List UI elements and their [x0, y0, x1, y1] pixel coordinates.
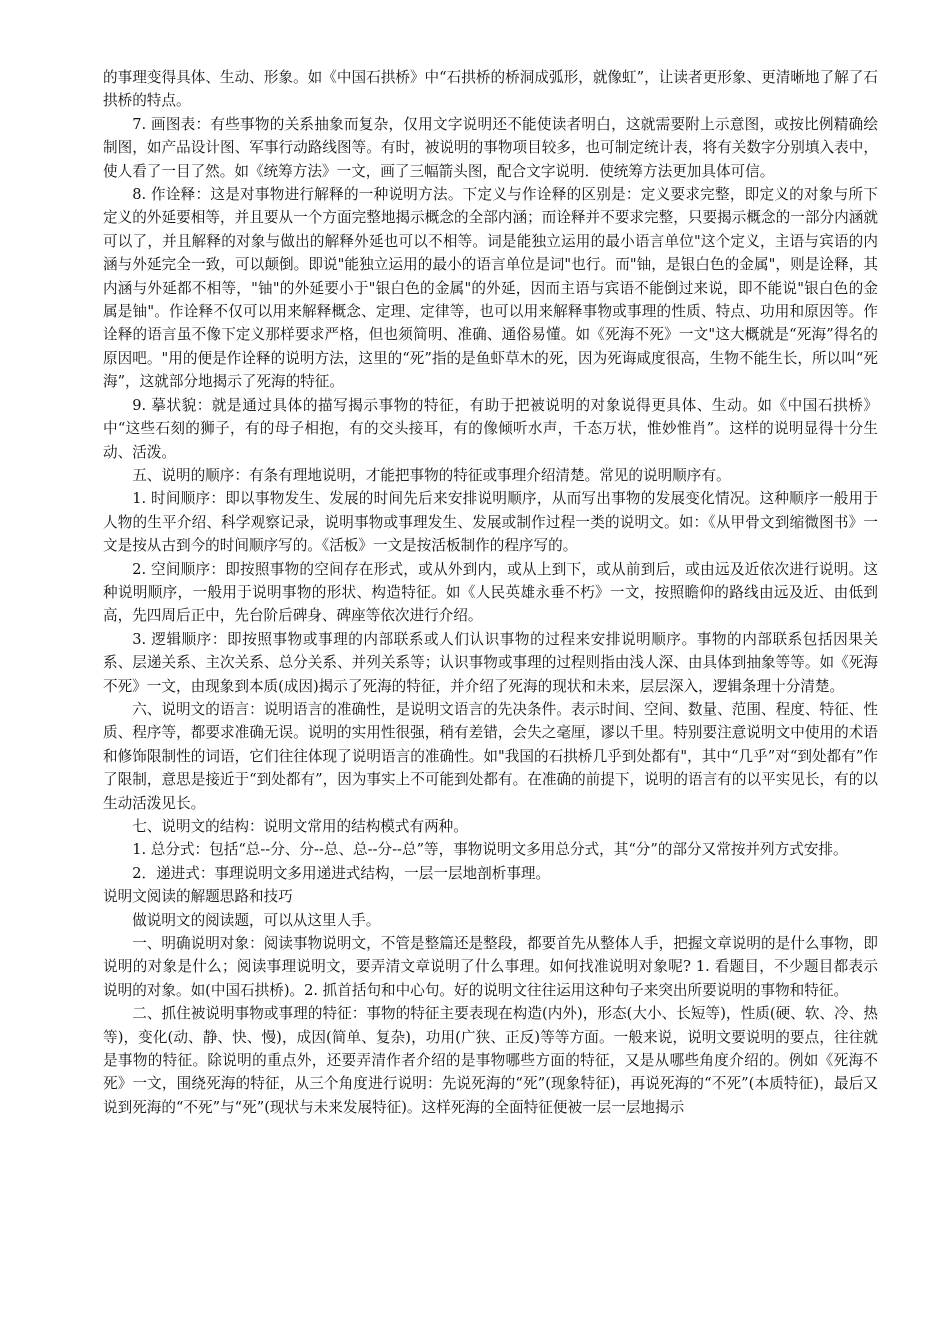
section-heading-order: 五、说明的顺序：有条有理地说明，才能把事物的特征或事理介绍清楚。常见的说明顺序有。 — [132, 466, 731, 484]
paragraph-space-order: 2. 空间顺序：即按照事物的空间存在形式，或从外到内，或从上到下，或从前到后，或由远及近依次进行说明。这种说明顺序，一般用于说明事物的形状、构造特征。如《人民英雄永垂不朽》一文，按照瞻仰的路线由远及近、由低到高，先四周后正中，先台阶后碑身、碑座等依次进行介绍。 — [103, 560, 878, 625]
paragraph-progressive: 2．递进式：事理说明文多用递进式结构，一层一层地剖析事理。 — [132, 864, 551, 882]
paragraph-total-split: 1. 总分式：包括“总--分、分--总、总--分--总”等，事物说明文多用总分式，其“分”的部分又常按并列方式安排。 — [132, 841, 848, 859]
paragraph-language: 六、说明文的语言：说明语言的准确性，是说明文语言的先决条件。表示时间、空间、数量、范围、程度、特征、性质、程序等，都要求准确无误。说明的实用性很强，稍有差错，会失之毫厘，谬以千里。特别要注意说明文中使用的术语和修饰限制性的词语，它们往往体现了说明语言的准确性。如"我国的石拱桥几乎到处都有"，其中“几乎”对“到处都有”作了限制，意思是接近于“到处都有”，因为事实上不可能到处都有。在准确的前提下，说明的语言有的以平实见长，有的以生动活泼见长。 — [103, 700, 878, 812]
paragraph-grasp-features: 二、抓住被说明事物或事理的特征：事物的特征主要表现在构造(内外)，形态(大小、长短等)，性质(硬、软、冷、热等)，变化(动、静、快、慢)，成因(简单、复杂)，功用(广狭、正反)等等方面。一般来说，说明文要说明的要点，往往就是事物的特征。除说明的重点外，还要弄清作者介绍的是事物哪些方面的特征，又是从哪些角度介绍的。例如《死海不死》一文，围绕死海的特征，从三个角度进行说明：先说死海的“死”(现象特征)，再说死海的“不死”(本质特征)，最后又说到死海的“不死”与“死”(现状与未来发展特征)。这样死海的全面特征便被一层一层地揭示 — [103, 1005, 878, 1116]
paragraph-draw-charts: 7. 画图表：有些事物的关系抽象而复杂，仅用文字说明还不能使读者明白，这就需要附上示意图，或按比例精确绘制图，如产品设计图、军事行动路线图等。有时，被说明的事物项目较多，也可制定统计表，将有关数字分别填入表中，使人看了一目了然。如《统筹方法》一文，画了三幅箭头图，配合文字说明．使统筹方法更加具体可信。 — [103, 115, 878, 180]
paragraph-time-order: 1. 时间顺序：即以事物发生、发展的时间先后来安排说明顺序，从而写出事物的发展变化情况。这种顺序一般用于人物的生平介绍、科学观察记录，说明事物或事理发生、发展或制作过程一类的说明文。如：《从甲骨文到缩微图书》一文是按从古到今的时间顺序写的。《活板》一文是按活板制作的程序写的。 — [103, 490, 878, 555]
paragraph-logic-order: 3. 逻辑顺序：即按照事物或事理的内部联系或人们认识事物的过程来安排说明顺序。事物的内部联系包括因果关系、层递关系、主次关系、总分关系、并列关系等；认识事物或事理的过程则指由浅人深、由具体到抽象等等。如《死海不死》一文，由现象到本质(成因)揭示了死海的特征，并介绍了死海的现状和未来，层层深入，逻辑条理十分清楚。 — [103, 630, 878, 695]
paragraph-reading-intro: 做说明文的阅读题，可以从这里人手。 — [132, 911, 381, 929]
paragraph-identify-object: 一、明确说明对象：阅读事物说明文，不管是整篇还是整段，都要首先从整体人手，把握文章说明的是什么事物，即说明的对象是什么；阅读事理说明文，要弄清文章说明了什么事理。如何找准说明对象呢? 1. 看题目，不少题目都表示说明的对象。如(中国石拱桥)。2. 抓首括句和中心句。好的说明文往往运用这种句子来突出所要说明的事物和特征。 — [103, 935, 878, 999]
section-subtitle: 说明文阅读的解题思路和技巧 — [103, 888, 293, 906]
paragraph-intro-continued: 的事理变得具体、生动、形象。如《中国石拱桥》中“石拱桥的桥洞成弧形，就像虹”，让读者更形象、更清晰地了解了石拱桥的特点。 — [103, 69, 878, 110]
document-body — [103, 66, 878, 1119]
paragraph-interpretation: 8. 作诠释：这是对事物进行解释的一种说明方法。下定义与作诠释的区别是：定义要求完整，即定义的对象与所下定义的外延要相等，并且要从一个方面完整地揭示概念的全部内涵；而诠释并不要求完整，只要揭示概念的一部分内涵就可以了，并且解释的对象与做出的解释外延也可以不相等。词是能独立运用的最小语言单位"这个定义，主语与宾语的内涵与外延完全一致，可以颠倒。即说"能独立运用的最小的语言单位是词"也行。而"铀，是银白色的金属"，则是诠释，其内涵与外延都不相等，"铀"的外延要小于"银白色的金属"的外延，因而主语与宾语不能倒过来说，即不能说"银白色的金属是铀"。作诠释不仅可以用来解释概念、定理、定律等，也可以用来解释事物或事理的性质、特点、功用和原因等。作诠释的语言虽不像下定义那样要求严格，但也须简明、准确、通俗易懂。如《死海不死》一文"这大概就是“死海”得名的原因吧。"用的便是作诠释的说明方法，这里的“死”指的是鱼虾草木的死，因为死诲咸度很高，生物不能生长，所以叫“死海”，这就部分地揭示了死海的特征。 — [103, 186, 878, 391]
section-heading-structure: 七、说明文的结构：说明文常用的结构模式有两种。 — [132, 818, 468, 835]
paragraph-describe-appearance: 9. 摹状貌：就是通过具体的描写揭示事物的特征，有助于把被说明的对象说得更具体、生动。如《中国石拱桥》中“这些石刻的狮子，有的母子相抱，有的交头接耳，有的像倾听水声，千态万状，惟妙惟肖”。这样的说明显得十分生动、活泼。 — [103, 396, 878, 461]
